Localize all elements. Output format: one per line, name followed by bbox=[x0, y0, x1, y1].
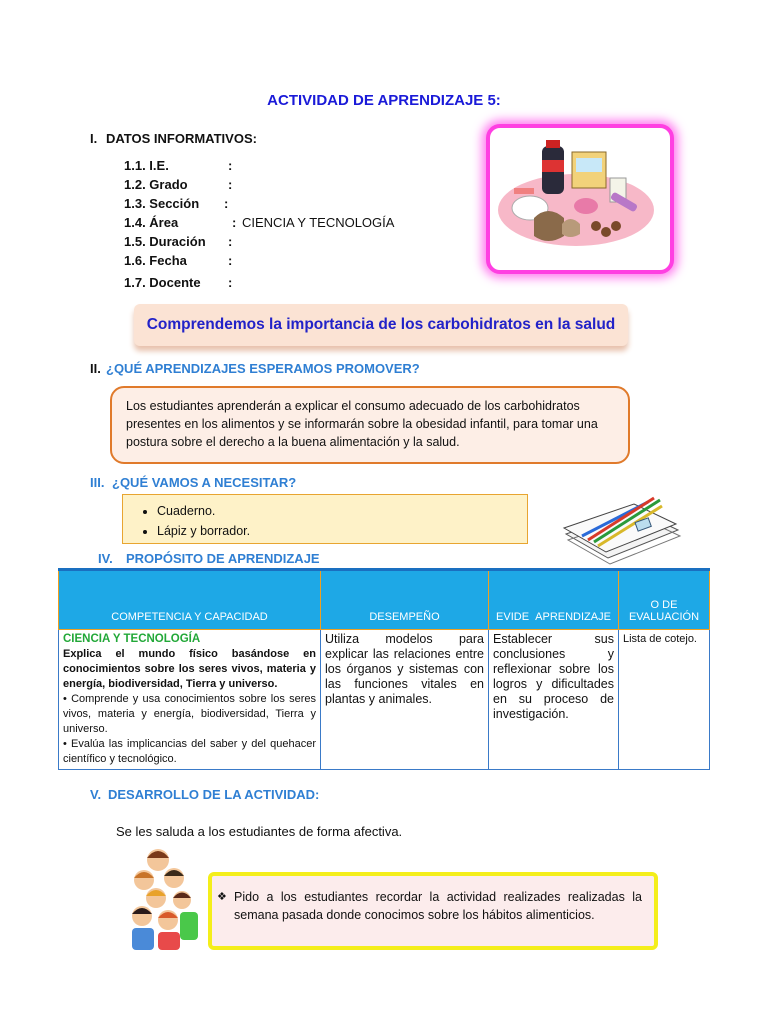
dato-label: 1.4. Área bbox=[124, 215, 179, 230]
activity-box bbox=[208, 872, 658, 950]
list-item: • Lápiz y borrador. bbox=[157, 521, 517, 541]
dato-value: CIENCIA Y TECNOLOGÍA bbox=[242, 215, 395, 230]
dato-label: 1.2. Grado bbox=[124, 177, 188, 192]
col-header-desempeno: DESEMPEÑO bbox=[321, 570, 489, 630]
dato-colon: : bbox=[228, 158, 233, 173]
section-v-number: V. bbox=[90, 787, 102, 802]
list-item: • Cuaderno. bbox=[157, 501, 517, 521]
capacidad-item: • Comprende y usa conocimientos sobre los seres vivos, materia y energía, biodiversidad, Tierra y universo. bbox=[63, 693, 316, 735]
dato-colon: : bbox=[228, 253, 233, 268]
competencia-description: Explica el mundo físico basándose en conocimientos sobre los seres vivos, materia y energía, biodiversidad, Tierra y universo. bbox=[63, 648, 316, 690]
diamond-bullet-icon: ❖ bbox=[217, 891, 227, 903]
food-illustration bbox=[486, 124, 674, 274]
aprendizajes-text: Los estudiantes aprenderán a explicar el consumo adecuado de los carbohidratos presentes en los alimentos y se informarán sobre la obesidad infantil, para tomar una postura sobre el derecho a la buena alimentación y la salud. bbox=[126, 399, 598, 449]
col-header-competencia: COMPETENCIA Y CAPACIDAD bbox=[59, 570, 321, 630]
section-i-number: I. bbox=[90, 131, 98, 146]
competencia-cell bbox=[59, 630, 321, 770]
greeting-text: Se les saluda a los estudiantes de forma afectiva. bbox=[116, 824, 403, 839]
proposito-table bbox=[58, 568, 710, 770]
notebook-icon bbox=[552, 484, 692, 568]
food-icon bbox=[490, 128, 662, 262]
notebook-pencils-illustration bbox=[552, 484, 692, 568]
dato-colon: : bbox=[228, 234, 233, 249]
evidencia-cell: Establecer sus conclusiones y reflexionar sobre los logros y dificultades en su proceso de investigación. bbox=[489, 630, 619, 770]
table-row bbox=[59, 630, 710, 770]
section-v-heading: DESARROLLO DE LA ACTIVIDAD: bbox=[108, 787, 320, 802]
dato-label: 1.1. I.E. bbox=[124, 158, 169, 173]
dato-label: 1.5. Duración bbox=[124, 234, 206, 249]
section-iii-number: III. bbox=[90, 475, 105, 490]
dato-label: 1.6. Fecha bbox=[124, 253, 187, 268]
table-header-row bbox=[59, 570, 710, 630]
children-illustration bbox=[128, 846, 200, 952]
col-header-evidencia: EVIDE APRENDIZAJE bbox=[489, 570, 619, 630]
capacidad-item: • Evalúa las implicancias del saber y del quehacer científico y tecnológico. bbox=[63, 738, 316, 765]
dato-colon: : bbox=[228, 275, 233, 290]
dato-label: 1.3. Sección bbox=[124, 196, 200, 211]
competencia-title: CIENCIA Y TECNOLOGÍA bbox=[63, 633, 201, 645]
dato-colon: : bbox=[228, 177, 233, 192]
col-header-instrumento: O DE EVALUACIÓN bbox=[619, 570, 710, 630]
dato-colon: : bbox=[232, 215, 237, 230]
section-ii-number: II. bbox=[90, 361, 101, 376]
section-iv-number: IV. bbox=[98, 551, 113, 566]
topic-banner-text: Comprendemos la importancia de los carbohidratos en la salud bbox=[146, 316, 616, 333]
section-i-heading: DATOS INFORMATIVOS: bbox=[106, 131, 257, 146]
materiales-list bbox=[133, 501, 517, 541]
section-iv-heading: PROPÓSITO DE APRENDIZAJE bbox=[126, 551, 320, 566]
aprendizajes-box bbox=[110, 386, 630, 464]
dato-colon: : bbox=[224, 196, 229, 211]
section-iii-heading: ¿QUÉ VAMOS A NECESITAR? bbox=[112, 475, 297, 490]
activity-text: Pido a los estudiantes recordar la actividad realizades realizadas la semana pasada donde conocimos sobre los hábitos alimenticios. bbox=[234, 890, 642, 922]
page-title: ACTIVIDAD DE APRENDIZAJE 5: bbox=[267, 92, 501, 109]
dato-label: 1.7. Docente bbox=[124, 275, 201, 290]
materiales-box bbox=[122, 494, 528, 544]
desempeno-cell: Utiliza modelos para explicar las relaciones entre los órganos y sistemas con las funciones vitales en plantas y animales. bbox=[321, 630, 489, 770]
children-icon bbox=[128, 846, 200, 952]
instrumento-cell: Lista de cotejo. bbox=[619, 630, 710, 770]
topic-banner bbox=[134, 304, 628, 346]
section-ii-heading: ¿QUÉ APRENDIZAJES ESPERAMOS PROMOVER? bbox=[106, 361, 420, 376]
